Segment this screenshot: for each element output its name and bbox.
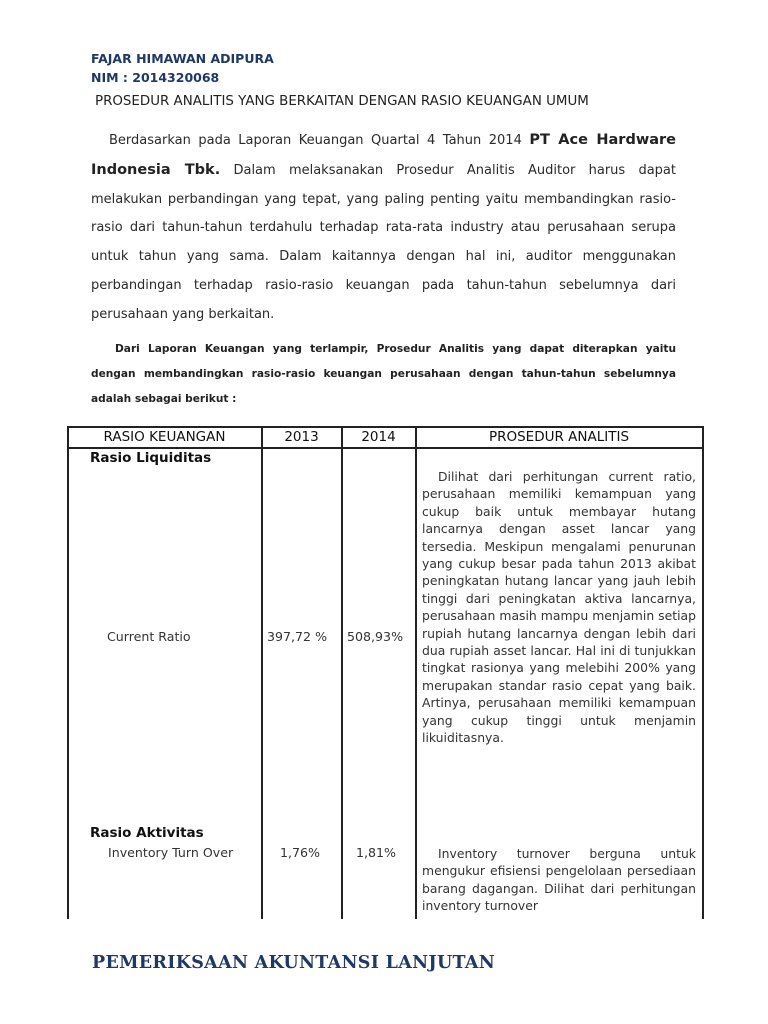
procedure-current-ratio: Dilihat dari perhitungan current ratio, perusahaan memiliki kemampuan yang cukup baik untuk membayar hutang lancarnya dengan asset lancar yang tersedia. Meskipun mengalami penurunan yang cukup besar pada tahun 2013 akibat peningkatan hutang lancar yang jauh lebih tinggi dari peningkatan aktiva lancarnya, perusahaan masih mampu menjamin setiap rupiah hutang lancarnya dengan lebih dari dua rupiah asset lancar. Hal ini di tunjukkan tingkat rasionya yang melebihi 200% yang merupakan standar rasio cepat yang baik. Artinya, perusahaan memiliki kemampuan yang cukup tinggi untuk menjamin likuiditasnya. [422,469,696,746]
document-title: PROSEDUR ANALITIS YANG BERKAITAN DENGAN RASIO KEUANGAN UMUM [95,94,589,109]
table-left-border [67,426,69,919]
company-name: PT Ace Hardware Indonesia Tbk. [91,132,676,178]
ratio-name: Current Ratio [107,629,191,644]
value-2013: 1,76% [280,845,321,860]
header-procedure: PROSEDUR ANALITIS [488,429,630,445]
table-divider-3 [415,426,417,919]
table-right-border [702,426,704,919]
header-ratio: RASIO KEUANGAN [103,429,226,445]
table-header-border [67,447,704,449]
value-2014: 1,81% [356,845,397,860]
intro-text-part2: Dalam melaksanakan Prosedur Analitis Auditor harus dapat melakukan perbandingan yang tepat, yang paling penting yaitu membandingkan rasio-rasio dari tahun-tahun terdahulu terhadap rata-rata industry atau perusahaan serupa untuk tahun yang sama. Dalam kaitannya dengan hal ini, auditor menggunakan perbandingan terhadap rasio-rasio keuangan pada tahun-tahun sebelumnya dari perusahaan yang berkaitan. [91,162,676,322]
procedure-inventory-turnover: Inventory turnover berguna untuk mengukur efisiensi pengelolaan persediaan barang dagangan. Dilihat dari perhitungan inventory turnover [422,846,696,914]
procedure-text [422,468,696,747]
note-paragraph [91,337,676,412]
value-2014: 508,93% [347,629,404,644]
value-2013: 397,72 % [267,629,328,644]
intro-paragraph [91,126,676,330]
section-title: Rasio Aktivitas [90,825,204,841]
author-block [91,49,274,87]
ratio-name: Inventory Turn Over [108,845,234,860]
procedure-text [422,845,696,919]
header-2013: 2013 [284,429,319,445]
intro-text-part1: Berdasarkan pada Laporan Keuangan Quartal 4 Tahun 2014 [109,133,530,148]
section-title: Rasio Liquiditas [90,450,212,466]
student-id: NIM : 2014320068 [91,70,220,85]
note-text: Dari Laporan Keuangan yang terlampir, Prosedur Analitis yang dapat diterapkan yaitu dengan membandingkan rasio-rasio keuangan perusahaan dengan tahun-tahun sebelumnya adalah sebagai berikut : [91,343,676,405]
table-divider-2 [341,426,343,919]
author-name: FAJAR HIMAWAN ADIPURA [91,51,274,66]
table-divider-1 [261,426,263,919]
footer-course-title: PEMERIKSAAN AKUNTANSI LANJUTAN [92,953,496,973]
header-2014: 2014 [361,429,396,445]
